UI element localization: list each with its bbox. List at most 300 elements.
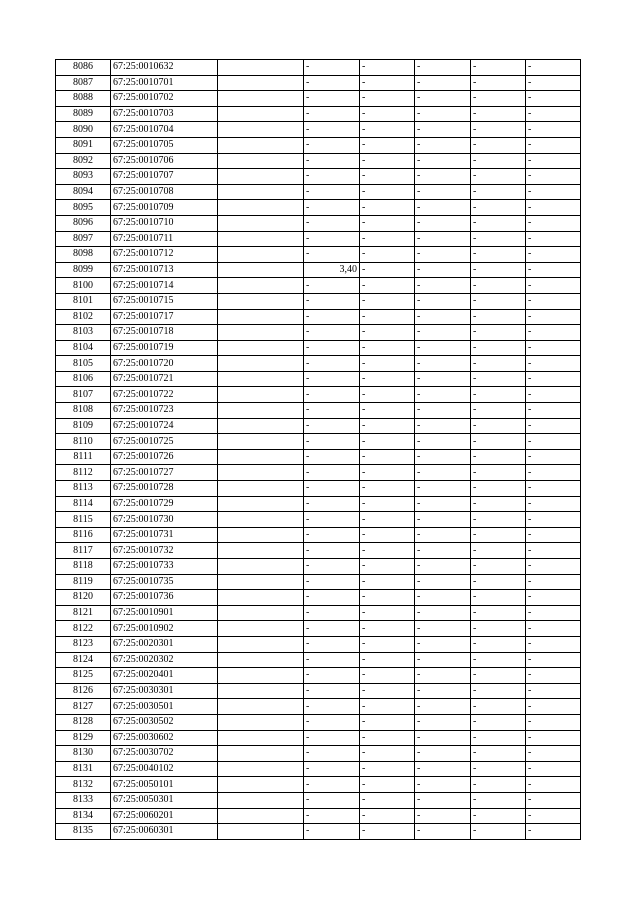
value-cell: - (360, 792, 415, 808)
value-cell: - (526, 325, 581, 341)
value-cell: - (360, 824, 415, 840)
cadastral-code-cell: 67:25:0030501 (111, 699, 218, 715)
cadastral-code-cell: 67:25:0010720 (111, 356, 218, 372)
table-row (56, 465, 581, 481)
value-cell: - (415, 60, 471, 76)
value-cell: - (415, 559, 471, 575)
value-cell: - (471, 512, 526, 528)
value-cell: - (526, 652, 581, 668)
value-cell: - (526, 792, 581, 808)
row-number-cell: 8129 (56, 730, 111, 746)
value-cell: - (304, 559, 360, 575)
value-cell: - (526, 746, 581, 762)
value-cell: - (471, 730, 526, 746)
row-number-cell: 8126 (56, 683, 111, 699)
value-cell: - (526, 605, 581, 621)
table-row (56, 325, 581, 341)
value-cell: - (304, 137, 360, 153)
value-cell: - (471, 184, 526, 200)
value-cell: - (415, 418, 471, 434)
value-cell: - (471, 652, 526, 668)
cadastral-code-cell: 67:25:0010708 (111, 184, 218, 200)
value-cell: - (471, 325, 526, 341)
row-number-cell: 8088 (56, 91, 111, 107)
row-number-cell: 8111 (56, 449, 111, 465)
value-cell: - (526, 184, 581, 200)
table-row (56, 574, 581, 590)
table-row (56, 730, 581, 746)
row-number-cell: 8100 (56, 278, 111, 294)
cadastral-code-cell: 67:25:0010723 (111, 403, 218, 419)
row-number-cell: 8095 (56, 200, 111, 216)
value-cell: - (360, 621, 415, 637)
cadastral-code-cell: 67:25:0010902 (111, 621, 218, 637)
value-cell: - (360, 465, 415, 481)
value-cell: - (304, 449, 360, 465)
row-number-cell: 8092 (56, 153, 111, 169)
table-row (56, 340, 581, 356)
cadastral-code-cell: 67:25:0050301 (111, 792, 218, 808)
cadastral-code-cell: 67:25:0010701 (111, 75, 218, 91)
row-number-cell: 8119 (56, 574, 111, 590)
value-cell: - (471, 403, 526, 419)
value-cell: - (415, 574, 471, 590)
value-cell: - (471, 668, 526, 684)
value-cell: - (415, 449, 471, 465)
value-cell: - (360, 184, 415, 200)
row-number-cell: 8120 (56, 590, 111, 606)
cadastral-code-cell: 67:25:0010901 (111, 605, 218, 621)
value-cell: - (526, 730, 581, 746)
table-row (56, 262, 581, 278)
name-cell (218, 824, 304, 840)
cadastral-code-cell: 67:25:0010717 (111, 309, 218, 325)
value-cell: - (471, 122, 526, 138)
value-cell: - (360, 60, 415, 76)
value-cell: - (415, 699, 471, 715)
row-number-cell: 8103 (56, 325, 111, 341)
value-cell: - (415, 247, 471, 263)
table-row (56, 418, 581, 434)
value-cell: - (415, 792, 471, 808)
cadastral-code-cell: 67:25:0010714 (111, 278, 218, 294)
table-row (56, 200, 581, 216)
value-cell: - (415, 106, 471, 122)
value-cell: - (415, 215, 471, 231)
value-cell: - (415, 761, 471, 777)
value-cell: - (415, 808, 471, 824)
value-cell: - (304, 247, 360, 263)
value-cell: - (471, 777, 526, 793)
cadastral-code-cell: 67:25:0010735 (111, 574, 218, 590)
cadastral-code-cell: 67:25:0050101 (111, 777, 218, 793)
value-cell: - (526, 449, 581, 465)
cadastral-code-cell: 67:25:0010709 (111, 200, 218, 216)
value-cell: - (471, 215, 526, 231)
name-cell (218, 215, 304, 231)
table-row (56, 169, 581, 185)
value-cell: - (526, 278, 581, 294)
value-cell: - (526, 808, 581, 824)
cadastral-code-cell: 67:25:0020302 (111, 652, 218, 668)
value-cell: - (360, 262, 415, 278)
value-cell: - (360, 371, 415, 387)
row-number-cell: 8094 (56, 184, 111, 200)
row-number-cell: 8135 (56, 824, 111, 840)
value-cell: - (526, 293, 581, 309)
value-cell: - (304, 122, 360, 138)
row-number-cell: 8089 (56, 106, 111, 122)
row-number-cell: 8110 (56, 434, 111, 450)
table-row (56, 792, 581, 808)
value-cell: - (360, 403, 415, 419)
value-cell: - (471, 91, 526, 107)
value-cell: - (360, 527, 415, 543)
value-cell: - (415, 512, 471, 528)
row-number-cell: 8117 (56, 543, 111, 559)
value-cell: - (360, 481, 415, 497)
table-row (56, 449, 581, 465)
cadastral-code-cell: 67:25:0060201 (111, 808, 218, 824)
value-cell: - (360, 683, 415, 699)
value-cell: - (526, 75, 581, 91)
cadastral-code-cell: 67:25:0010702 (111, 91, 218, 107)
value-cell: - (304, 418, 360, 434)
value-cell: - (471, 137, 526, 153)
table-row (56, 231, 581, 247)
value-cell: - (304, 340, 360, 356)
value-cell: - (360, 325, 415, 341)
name-cell (218, 418, 304, 434)
value-cell: - (471, 746, 526, 762)
value-cell: - (304, 184, 360, 200)
name-cell (218, 356, 304, 372)
value-cell: - (415, 824, 471, 840)
value-cell: - (471, 574, 526, 590)
value-cell: - (360, 652, 415, 668)
value-cell: - (415, 652, 471, 668)
value-cell: - (471, 309, 526, 325)
value-cell: - (526, 590, 581, 606)
value-cell: - (360, 356, 415, 372)
row-number-cell: 8133 (56, 792, 111, 808)
value-cell: - (526, 481, 581, 497)
value-cell: - (471, 761, 526, 777)
value-cell: - (360, 153, 415, 169)
value-cell: - (526, 340, 581, 356)
value-cell: - (304, 60, 360, 76)
value-cell: - (304, 808, 360, 824)
value-cell: - (304, 278, 360, 294)
name-cell (218, 465, 304, 481)
table-row (56, 496, 581, 512)
row-number-cell: 8105 (56, 356, 111, 372)
value-cell: - (360, 278, 415, 294)
value-cell: - (415, 403, 471, 419)
value-cell: - (360, 387, 415, 403)
value-cell: - (415, 434, 471, 450)
value-cell: - (304, 527, 360, 543)
value-cell: - (304, 481, 360, 497)
table-row (56, 215, 581, 231)
value-cell: - (415, 200, 471, 216)
row-number-cell: 8131 (56, 761, 111, 777)
value-cell: - (526, 309, 581, 325)
name-cell (218, 730, 304, 746)
value-cell: - (304, 652, 360, 668)
value-cell: - (471, 340, 526, 356)
value-cell: - (304, 496, 360, 512)
row-number-cell: 8091 (56, 137, 111, 153)
name-cell (218, 153, 304, 169)
value-cell: - (526, 824, 581, 840)
value-cell: - (360, 730, 415, 746)
row-number-cell: 8127 (56, 699, 111, 715)
cadastral-code-cell: 67:25:0030702 (111, 746, 218, 762)
value-cell: - (471, 824, 526, 840)
value-cell: - (415, 293, 471, 309)
value-cell: - (471, 449, 526, 465)
value-cell: - (471, 169, 526, 185)
cadastral-code-cell: 67:25:0010732 (111, 543, 218, 559)
value-cell: - (304, 777, 360, 793)
value-cell: - (471, 278, 526, 294)
table-row (56, 543, 581, 559)
table-row (56, 293, 581, 309)
row-number-cell: 8090 (56, 122, 111, 138)
value-cell: - (415, 668, 471, 684)
value-cell: - (415, 91, 471, 107)
value-cell: - (471, 200, 526, 216)
table-row (56, 605, 581, 621)
table-row (56, 247, 581, 263)
cadastral-code-cell: 67:25:0010733 (111, 559, 218, 575)
value-cell: - (471, 699, 526, 715)
value-cell: 3,40 (304, 262, 360, 278)
name-cell (218, 247, 304, 263)
cadastral-code-cell: 67:25:0010632 (111, 60, 218, 76)
value-cell: - (526, 231, 581, 247)
value-cell: - (304, 231, 360, 247)
value-cell: - (304, 761, 360, 777)
value-cell: - (415, 153, 471, 169)
value-cell: - (304, 605, 360, 621)
value-cell: - (526, 465, 581, 481)
cadastral-code-cell: 67:25:0010711 (111, 231, 218, 247)
table-row (56, 683, 581, 699)
value-cell: - (526, 122, 581, 138)
value-cell: - (526, 403, 581, 419)
value-cell: - (471, 293, 526, 309)
value-cell: - (415, 636, 471, 652)
value-cell: - (526, 137, 581, 153)
name-cell (218, 309, 304, 325)
name-cell (218, 184, 304, 200)
table-row (56, 91, 581, 107)
name-cell (218, 387, 304, 403)
name-cell (218, 777, 304, 793)
value-cell: - (304, 403, 360, 419)
value-cell: - (304, 824, 360, 840)
value-cell: - (360, 340, 415, 356)
cadastral-code-cell: 67:25:0010710 (111, 215, 218, 231)
value-cell: - (471, 371, 526, 387)
value-cell: - (304, 200, 360, 216)
row-number-cell: 8124 (56, 652, 111, 668)
value-cell: - (526, 153, 581, 169)
value-cell: - (415, 231, 471, 247)
cadastral-code-cell: 67:25:0030301 (111, 683, 218, 699)
value-cell: - (360, 777, 415, 793)
name-cell (218, 403, 304, 419)
cadastral-code-cell: 67:25:0040102 (111, 761, 218, 777)
name-cell (218, 792, 304, 808)
table-row (56, 761, 581, 777)
name-cell (218, 449, 304, 465)
row-number-cell: 8130 (56, 746, 111, 762)
name-cell (218, 371, 304, 387)
value-cell: - (471, 153, 526, 169)
value-cell: - (471, 262, 526, 278)
row-number-cell: 8087 (56, 75, 111, 91)
table-row (56, 434, 581, 450)
value-cell: - (304, 309, 360, 325)
name-cell (218, 636, 304, 652)
value-cell: - (360, 231, 415, 247)
value-cell: - (360, 668, 415, 684)
value-cell: - (526, 636, 581, 652)
value-cell: - (360, 418, 415, 434)
value-cell: - (415, 387, 471, 403)
value-cell: - (415, 496, 471, 512)
cadastral-code-cell: 67:25:0010721 (111, 371, 218, 387)
row-number-cell: 8114 (56, 496, 111, 512)
cadastral-code-cell: 67:25:0010713 (111, 262, 218, 278)
cadastral-code-cell: 67:25:0010703 (111, 106, 218, 122)
table-row (56, 824, 581, 840)
value-cell: - (304, 683, 360, 699)
value-cell: - (360, 808, 415, 824)
value-cell: - (526, 496, 581, 512)
value-cell: - (415, 169, 471, 185)
name-cell (218, 746, 304, 762)
table-row (56, 808, 581, 824)
value-cell: - (415, 543, 471, 559)
cadastral-code-cell: 67:25:0020401 (111, 668, 218, 684)
cadastral-code-cell: 67:25:0010706 (111, 153, 218, 169)
value-cell: - (471, 465, 526, 481)
row-number-cell: 8106 (56, 371, 111, 387)
cadastral-code-cell: 67:25:0030602 (111, 730, 218, 746)
table-row (56, 309, 581, 325)
value-cell: - (526, 761, 581, 777)
value-cell: - (415, 184, 471, 200)
row-number-cell: 8098 (56, 247, 111, 263)
value-cell: - (304, 293, 360, 309)
value-cell: - (304, 75, 360, 91)
value-cell: - (526, 387, 581, 403)
table-row (56, 621, 581, 637)
name-cell (218, 621, 304, 637)
value-cell: - (415, 309, 471, 325)
name-cell (218, 574, 304, 590)
cadastral-code-cell: 67:25:0010726 (111, 449, 218, 465)
value-cell: - (526, 215, 581, 231)
row-number-cell: 8122 (56, 621, 111, 637)
value-cell: - (415, 340, 471, 356)
name-cell (218, 60, 304, 76)
value-cell: - (304, 730, 360, 746)
value-cell: - (415, 590, 471, 606)
cadastral-code-cell: 67:25:0010730 (111, 512, 218, 528)
value-cell: - (304, 621, 360, 637)
value-cell: - (471, 792, 526, 808)
value-cell: - (415, 137, 471, 153)
value-cell: - (360, 169, 415, 185)
value-cell: - (526, 200, 581, 216)
table-row (56, 387, 581, 403)
value-cell: - (304, 434, 360, 450)
row-number-cell: 8128 (56, 714, 111, 730)
name-cell (218, 434, 304, 450)
name-cell (218, 231, 304, 247)
value-cell: - (526, 574, 581, 590)
value-cell: - (471, 714, 526, 730)
table-row (56, 137, 581, 153)
value-cell: - (526, 714, 581, 730)
table-row (56, 153, 581, 169)
row-number-cell: 8096 (56, 215, 111, 231)
value-cell: - (360, 512, 415, 528)
value-cell: - (304, 356, 360, 372)
value-cell: - (471, 496, 526, 512)
value-cell: - (360, 200, 415, 216)
value-cell: - (304, 325, 360, 341)
value-cell: - (471, 231, 526, 247)
table-row (56, 356, 581, 372)
value-cell: - (526, 262, 581, 278)
table-row (56, 590, 581, 606)
table-row (56, 403, 581, 419)
value-cell: - (360, 449, 415, 465)
cadastral-code-cell: 67:25:0010727 (111, 465, 218, 481)
name-cell (218, 683, 304, 699)
row-number-cell: 8101 (56, 293, 111, 309)
value-cell: - (415, 746, 471, 762)
value-cell: - (526, 527, 581, 543)
value-cell: - (471, 527, 526, 543)
row-number-cell: 8125 (56, 668, 111, 684)
value-cell: - (360, 590, 415, 606)
cadastral-code-cell: 67:25:0010715 (111, 293, 218, 309)
table-row (56, 371, 581, 387)
value-cell: - (304, 543, 360, 559)
value-cell: - (360, 434, 415, 450)
value-cell: - (304, 387, 360, 403)
value-cell: - (471, 75, 526, 91)
value-cell: - (471, 621, 526, 637)
name-cell (218, 91, 304, 107)
value-cell: - (304, 574, 360, 590)
name-cell (218, 543, 304, 559)
name-cell (218, 293, 304, 309)
value-cell: - (304, 169, 360, 185)
cadastral-code-cell: 67:25:0010728 (111, 481, 218, 497)
value-cell: - (526, 668, 581, 684)
value-cell: - (471, 434, 526, 450)
row-number-cell: 8121 (56, 605, 111, 621)
value-cell: - (360, 574, 415, 590)
